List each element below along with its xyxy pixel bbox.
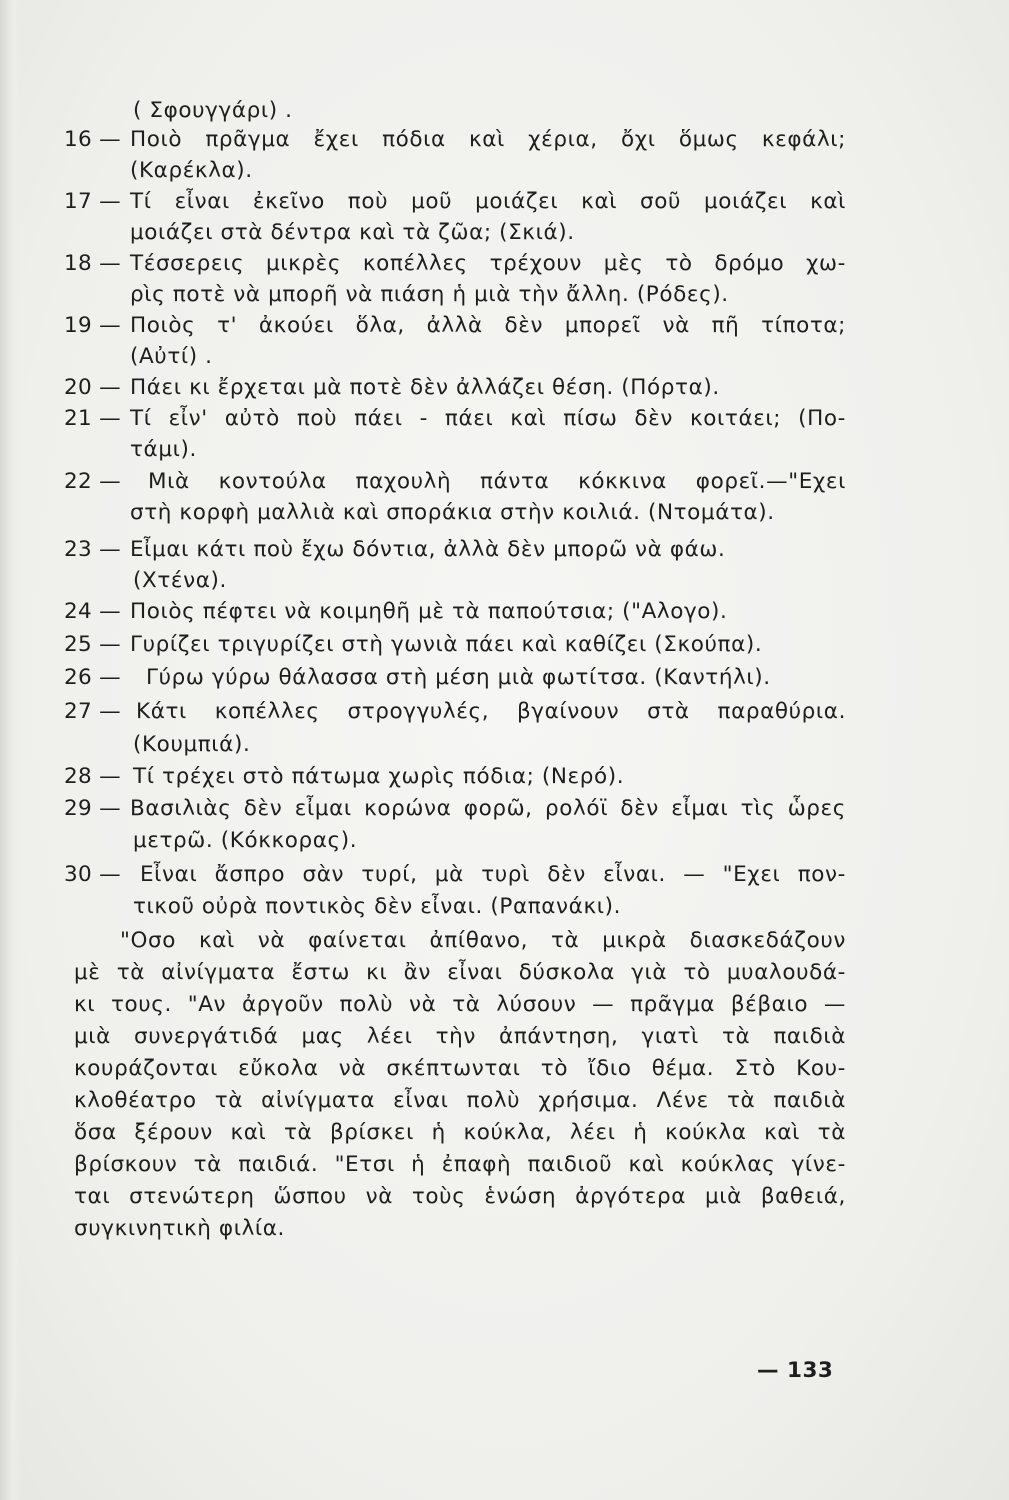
riddle-18-number: 18 — <box>64 251 121 276</box>
riddle-26-number: 26 — <box>64 665 121 690</box>
riddle-28-line-1: Τί τρέχει στὸ πάτωμα χωρὶς πόδια; (Νερό). <box>133 764 625 789</box>
riddle-23-number: 23 — <box>64 537 121 562</box>
paragraph-line: ται στενώτερη ὥσπου νὰ τοὺς ἑνώση ἀργότερα μιὰ βαθειά, <box>74 1184 846 1209</box>
riddle-30-line-2: τικοῦ οὐρὰ ποντικὸς δὲν εἶναι. (Ραπανάκι). <box>133 894 622 919</box>
riddle-22-line-2: στὴ κορφὴ μαλλιὰ καὶ σποράκια στὴν κοιλιά. (Ντομάτα). <box>130 500 775 525</box>
riddle-29-number: 29 — <box>64 796 121 821</box>
riddle-18-line-2: ρὶς ποτὲ νὰ μπορῆ νὰ πιάση ἡ μιὰ τὴν ἄλλη. (Ρόδες). <box>130 282 729 307</box>
paragraph-line: μιὰ συνεργάτιδά μας λέει τὴν ἀπάντηση, γιατὶ τὰ παιδιὰ <box>74 1024 846 1049</box>
riddle-21-number: 21 — <box>64 406 121 431</box>
paragraph-line: ὅσα ξέρουν καὶ τὰ βρίσκει ἡ κούκλα, λέει ἡ κούκλα καὶ τὰ <box>74 1120 846 1145</box>
paragraph-line: κουράζονται εὔκολα νὰ σκέπτωνται τὸ ἴδιο θέμα. Στὸ Κου- <box>74 1056 846 1081</box>
paragraph-line: βρίσκουν τὰ παιδιά. "Ετσι ἡ ἐπαφὴ παιδιοῦ καὶ κούκλας γίνε- <box>74 1152 846 1177</box>
paragraph-line: "Οσο καὶ νὰ φαίνεται ἀπίθανο, τὰ μικρὰ διασκεδάζουν <box>120 928 846 953</box>
page-number: — 133 <box>757 1358 834 1383</box>
riddle-30-line-1: Εἶναι ἄσπρο σὰν τυρί, μὰ τυρὶ δὲν εἶναι. — "Εχει πον- <box>140 862 846 887</box>
riddle-20-number: 20 — <box>64 375 121 400</box>
riddle-19-line-2: (Αὐτί) . <box>130 344 213 369</box>
riddle-24-number: 24 — <box>64 599 121 624</box>
riddle-25-number: 25 — <box>64 632 121 657</box>
riddle-22-number: 22 — <box>64 469 121 494</box>
paragraph-line: κλοθέατρο τὰ αἰνίγματα εἶναι πολὺ χρήσιμα. Λένε τὰ παιδιὰ <box>74 1088 846 1113</box>
riddle-19-line-1: Ποιὸς τ' ἀκούει ὅλα, ἀλλὰ δὲν μπορεῖ νὰ πῆ τίποτα; <box>130 313 846 338</box>
page-edge-shadow <box>0 0 22 1500</box>
riddle-30-number: 30 — <box>64 862 121 887</box>
riddle-22-line-1: Μιὰ κοντούλα παχουλὴ πάντα κόκκινα φορεῖ.—"Εχει <box>148 469 846 494</box>
riddle-29-line-2: μετρῶ. (Κόκκορας). <box>133 828 358 853</box>
riddle-25-line-1: Γυρίζει τριγυρίζει στὴ γωνιὰ πάει καὶ καθίζει (Σκούπα). <box>130 632 763 657</box>
riddle-27-line-2: (Κουμπιά). <box>133 732 251 757</box>
riddle-18-line-1: Τέσσερεις μικρὲς κοπέλλες τρέχουν μὲς τὸ δρόμο χω- <box>130 251 846 276</box>
paragraph-line: μὲ τὰ αἰνίγματα ἔστω κι ἂν εἶναι δύσκολα γιὰ τὸ μυαλουδά- <box>74 960 846 985</box>
riddle-17-line-2: μοιάζει στὰ δέντρα καὶ τὰ ζῶα; (Σκιά). <box>130 220 575 245</box>
riddle-23-line-1: Εἶμαι κάτι ποὺ ἔχω δόντια, ἀλλὰ δὲν μπορῶ νὰ φάω. <box>130 537 726 562</box>
riddle-23-line-2: (Χτένα). <box>133 568 227 593</box>
riddle-27-line-1: Κάτι κοπέλλες στρογγυλές, βγαίνουν στὰ παραθύρια. <box>136 699 846 724</box>
riddle-27-number: 27 — <box>64 699 121 724</box>
paragraph-line: συγκινητικὴ φιλία. <box>74 1216 285 1241</box>
riddle-15-answer: ( Σφουγγάρι) . <box>133 98 293 123</box>
riddle-20-line-1: Πάει κι ἔρχεται μὰ ποτὲ δὲν ἀλλάζει θέση. (Πόρτα). <box>130 375 720 400</box>
riddle-28-number: 28 — <box>64 764 121 789</box>
paragraph-line: κι τους. "Αν ἀργοῦν πολὺ νὰ τὰ λύσουν — πρᾶγμα βέβαιο — <box>74 992 846 1017</box>
riddle-17-line-1: Τί εἶναι ἐκεῖνο ποὺ μοῦ μοιάζει καὶ σοῦ μοιάζει καὶ <box>130 189 846 214</box>
riddle-21-line-1: Τί εἶν' αὐτὸ ποὺ πάει - πάει καὶ πίσω δὲν κοιτάει; (Πο- <box>130 406 846 431</box>
riddle-16-number: 16 — <box>64 127 121 152</box>
riddle-21-line-2: τάμι). <box>130 437 197 462</box>
riddle-16-line-1: Ποιὸ πρᾶγμα ἔχει πόδια καὶ χέρια, ὄχι ὅμως κεφάλι; <box>130 127 846 152</box>
riddle-26-line-1: Γύρω γύρω θάλασσα στὴ μέση μιὰ φωτίτσα. (Καντήλι). <box>146 665 771 690</box>
riddle-17-number: 17 — <box>64 189 121 214</box>
riddle-29-line-1: Βασιλιὰς δὲν εἶμαι κορώνα φορῶ, ρολόϊ δὲν εἶμαι τὶς ὧρες <box>130 796 846 821</box>
riddle-24-line-1: Ποιὸς πέφτει νὰ κοιμηθῆ μὲ τὰ παπούτσια; ("Αλογο). <box>130 599 728 624</box>
riddle-16-line-2: (Καρέκλα). <box>130 158 253 183</box>
riddle-19-number: 19 — <box>64 313 121 338</box>
